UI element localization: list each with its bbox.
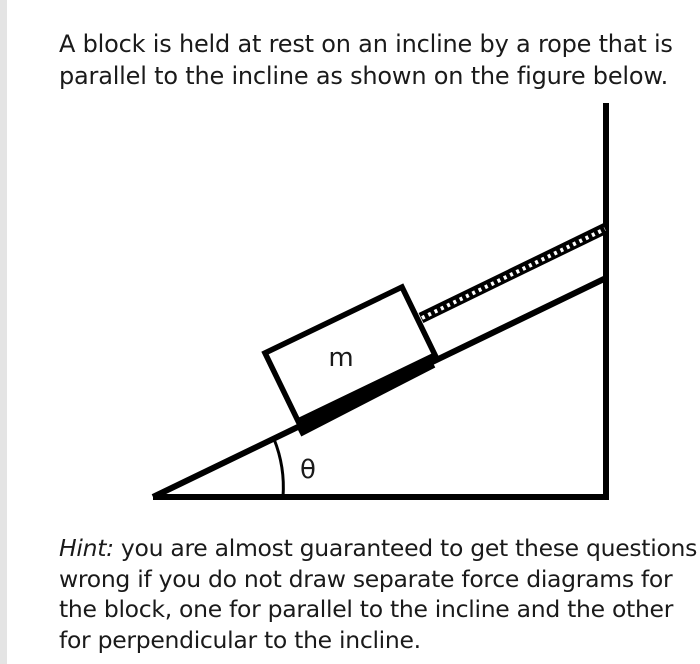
angle-label: θ — [300, 455, 316, 485]
angle-arc — [274, 439, 283, 497]
hint-label: Hint: — [59, 534, 114, 562]
question-page — [7, 0, 700, 664]
mass-label: m — [328, 343, 354, 373]
problem-statement: A block is held at rest on an incline by a rope that is parallel to the incline as shown on the figure below. — [59, 30, 673, 90]
left-margin-bar — [0, 0, 7, 664]
hint-text: you are almost guaranteed to get these questions wrong if you do not draw separate force diagrams for the block, one for parallel to the incline and the other for perpendicular to the incline. — [59, 534, 698, 654]
hint-paragraph — [59, 533, 699, 655]
